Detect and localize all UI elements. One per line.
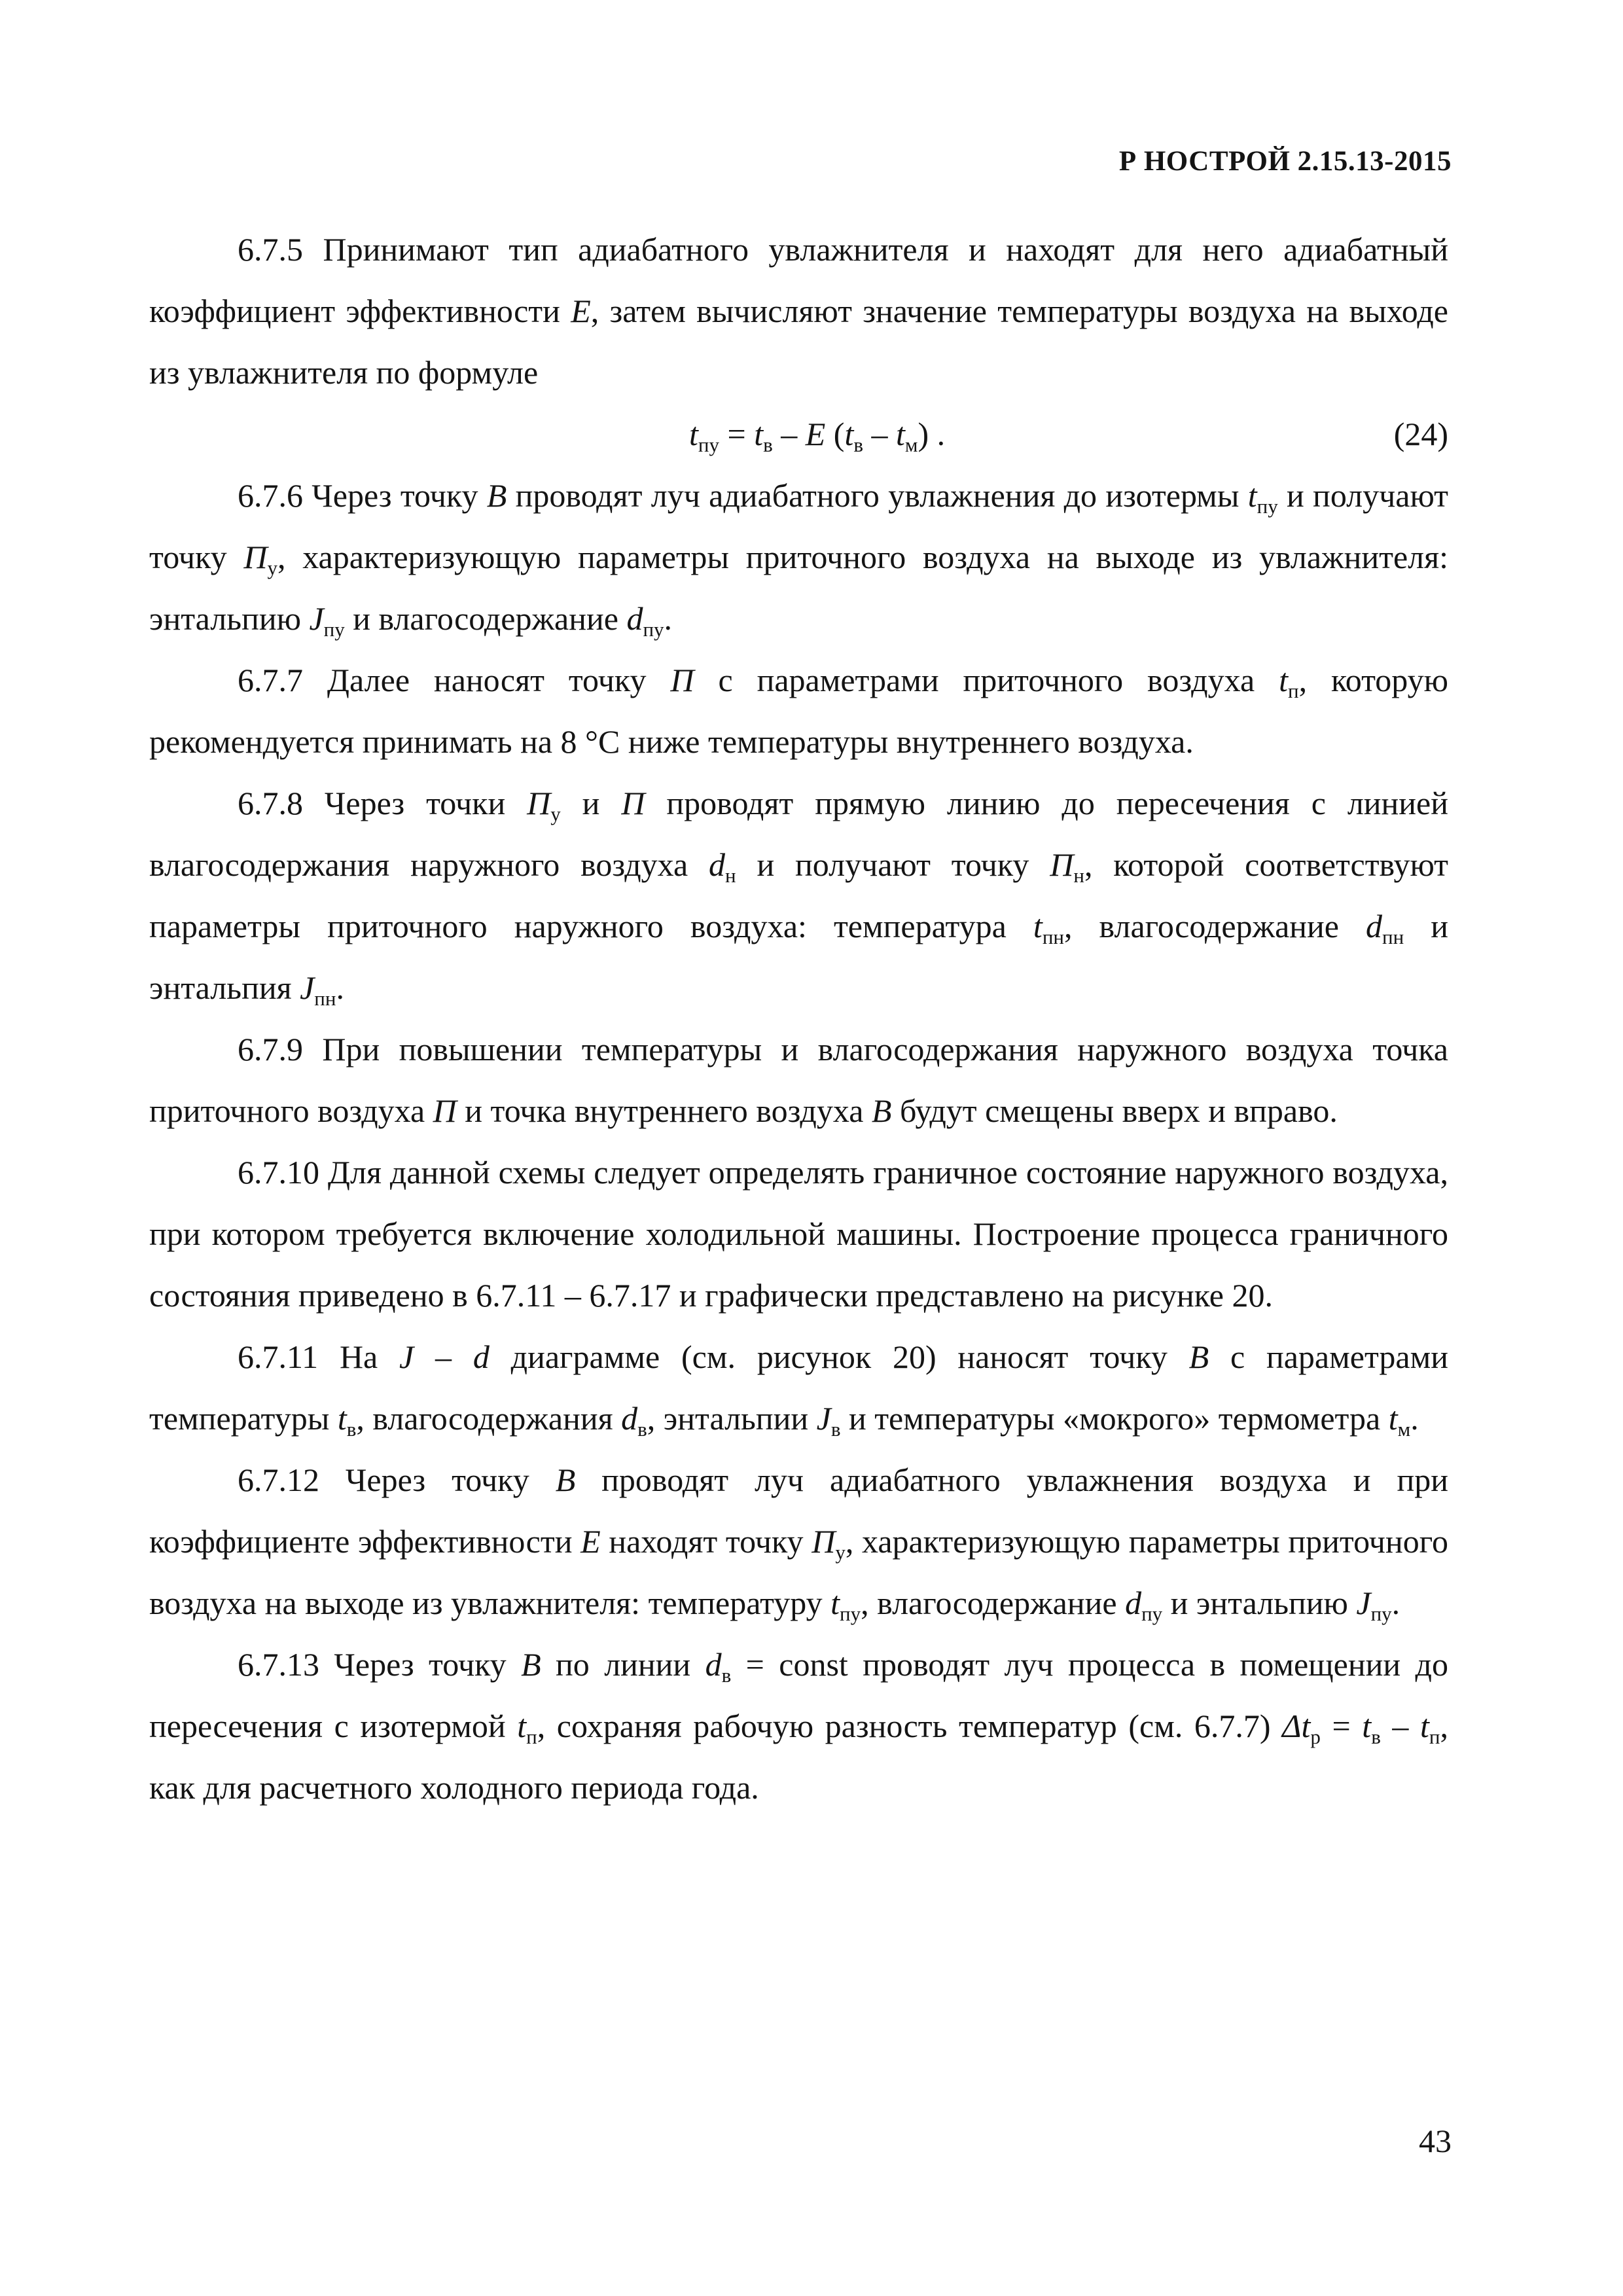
formula-expression: $t_{пу} = t_в - E$ $(t_в - t_м)$ . [689, 416, 946, 456]
paragraph-6-7-13: 6.7.13 Через точку В по линии $d_в$ = const проводят луч процесса в помещении до пересечения с изотермой $t_п$, сохраняя рабочую разность температур (см. 6.7.7) $\Delta t_р = t_в - t_п$, как для расчетного холодного периода года. [149, 1646, 1448, 1806]
paragraph-6-7-6: 6.7.6 Через точку В проводят луч адиабатного увлажнения до изотермы $t_{пу}$ и получают точку $П_у$, характеризующую параметры приточного воздуха на выходе из увлажнителя: энтальпию $J_{пу}$ и влагосодержание $d_{пу}$. [149, 477, 1448, 641]
formula-number: (24) [1393, 416, 1448, 452]
paragraph-6-7-9: 6.7.9 При повышении температуры и влагосодержания наружного воздуха точка приточного воздуха П и точка внутреннего воздуха В будут смещены вверх и вправо. [149, 1031, 1448, 1129]
page-number: 43 [1419, 2123, 1452, 2159]
paragraph-6-7-8: 6.7.8 Через точки $П_у$ и П проводят прямую линию до пересечения с линией влагосодержания наружного воздуха $d_н$ и получают точку $П_н$, которой соответствуют параметры приточного наружного воздуха: температура $t_{пн}$, влагосодержание $d_{пн}$ и энтальпия $J_{пн}$. [149, 785, 1448, 1010]
paragraph-6-7-7: 6.7.7 Далее наносят точку П с параметрами приточного воздуха $t_п$, которую рекомендуется принимать на 8 °С ниже температуры внутреннего воздуха. [149, 662, 1448, 760]
paragraph-6-7-11: 6.7.11 На J – d диаграмме (см. рисунок 20) наносят точку В с параметрами температуры $t_в$, влагосодержания $d_в$, энтальпии $J_в$ и температуры «мокрого» термометра $t_м$. [149, 1338, 1448, 1441]
document-header: Р НОСТРОЙ 2.15.13-2015 [1118, 146, 1452, 177]
formula-24 [149, 403, 1448, 465]
paragraph-6-7-10: 6.7.10 Для данной схемы следует определять граничное состояние наружного воздуха, при котором требуется включение холодильной машины. Построение процесса граничного состояния приведено в 6.7.11 – 6.7.17 и графически представлено на рисунке 20. [149, 1154, 1448, 1314]
paragraph-6-7-5: 6.7.5 Принимают тип адиабатного увлажнителя и находят для него адиабатный коэффициент эффективности E, затем вычисляют значение температуры воздуха на выходе из увлажнителя по формуле [149, 231, 1448, 391]
paragraph-6-7-12: 6.7.12 Через точку В проводят луч адиабатного увлажнения воздуха и при коэффициенте эффективности E находят точку $П_у$, характеризующую параметры приточного воздуха на выходе из увлажнителя: температуру $t_{пу}$, влагосодержание $d_{пу}$ и энтальпию $J_{пу}$. [149, 1462, 1448, 1625]
document-body [149, 219, 1448, 1818]
